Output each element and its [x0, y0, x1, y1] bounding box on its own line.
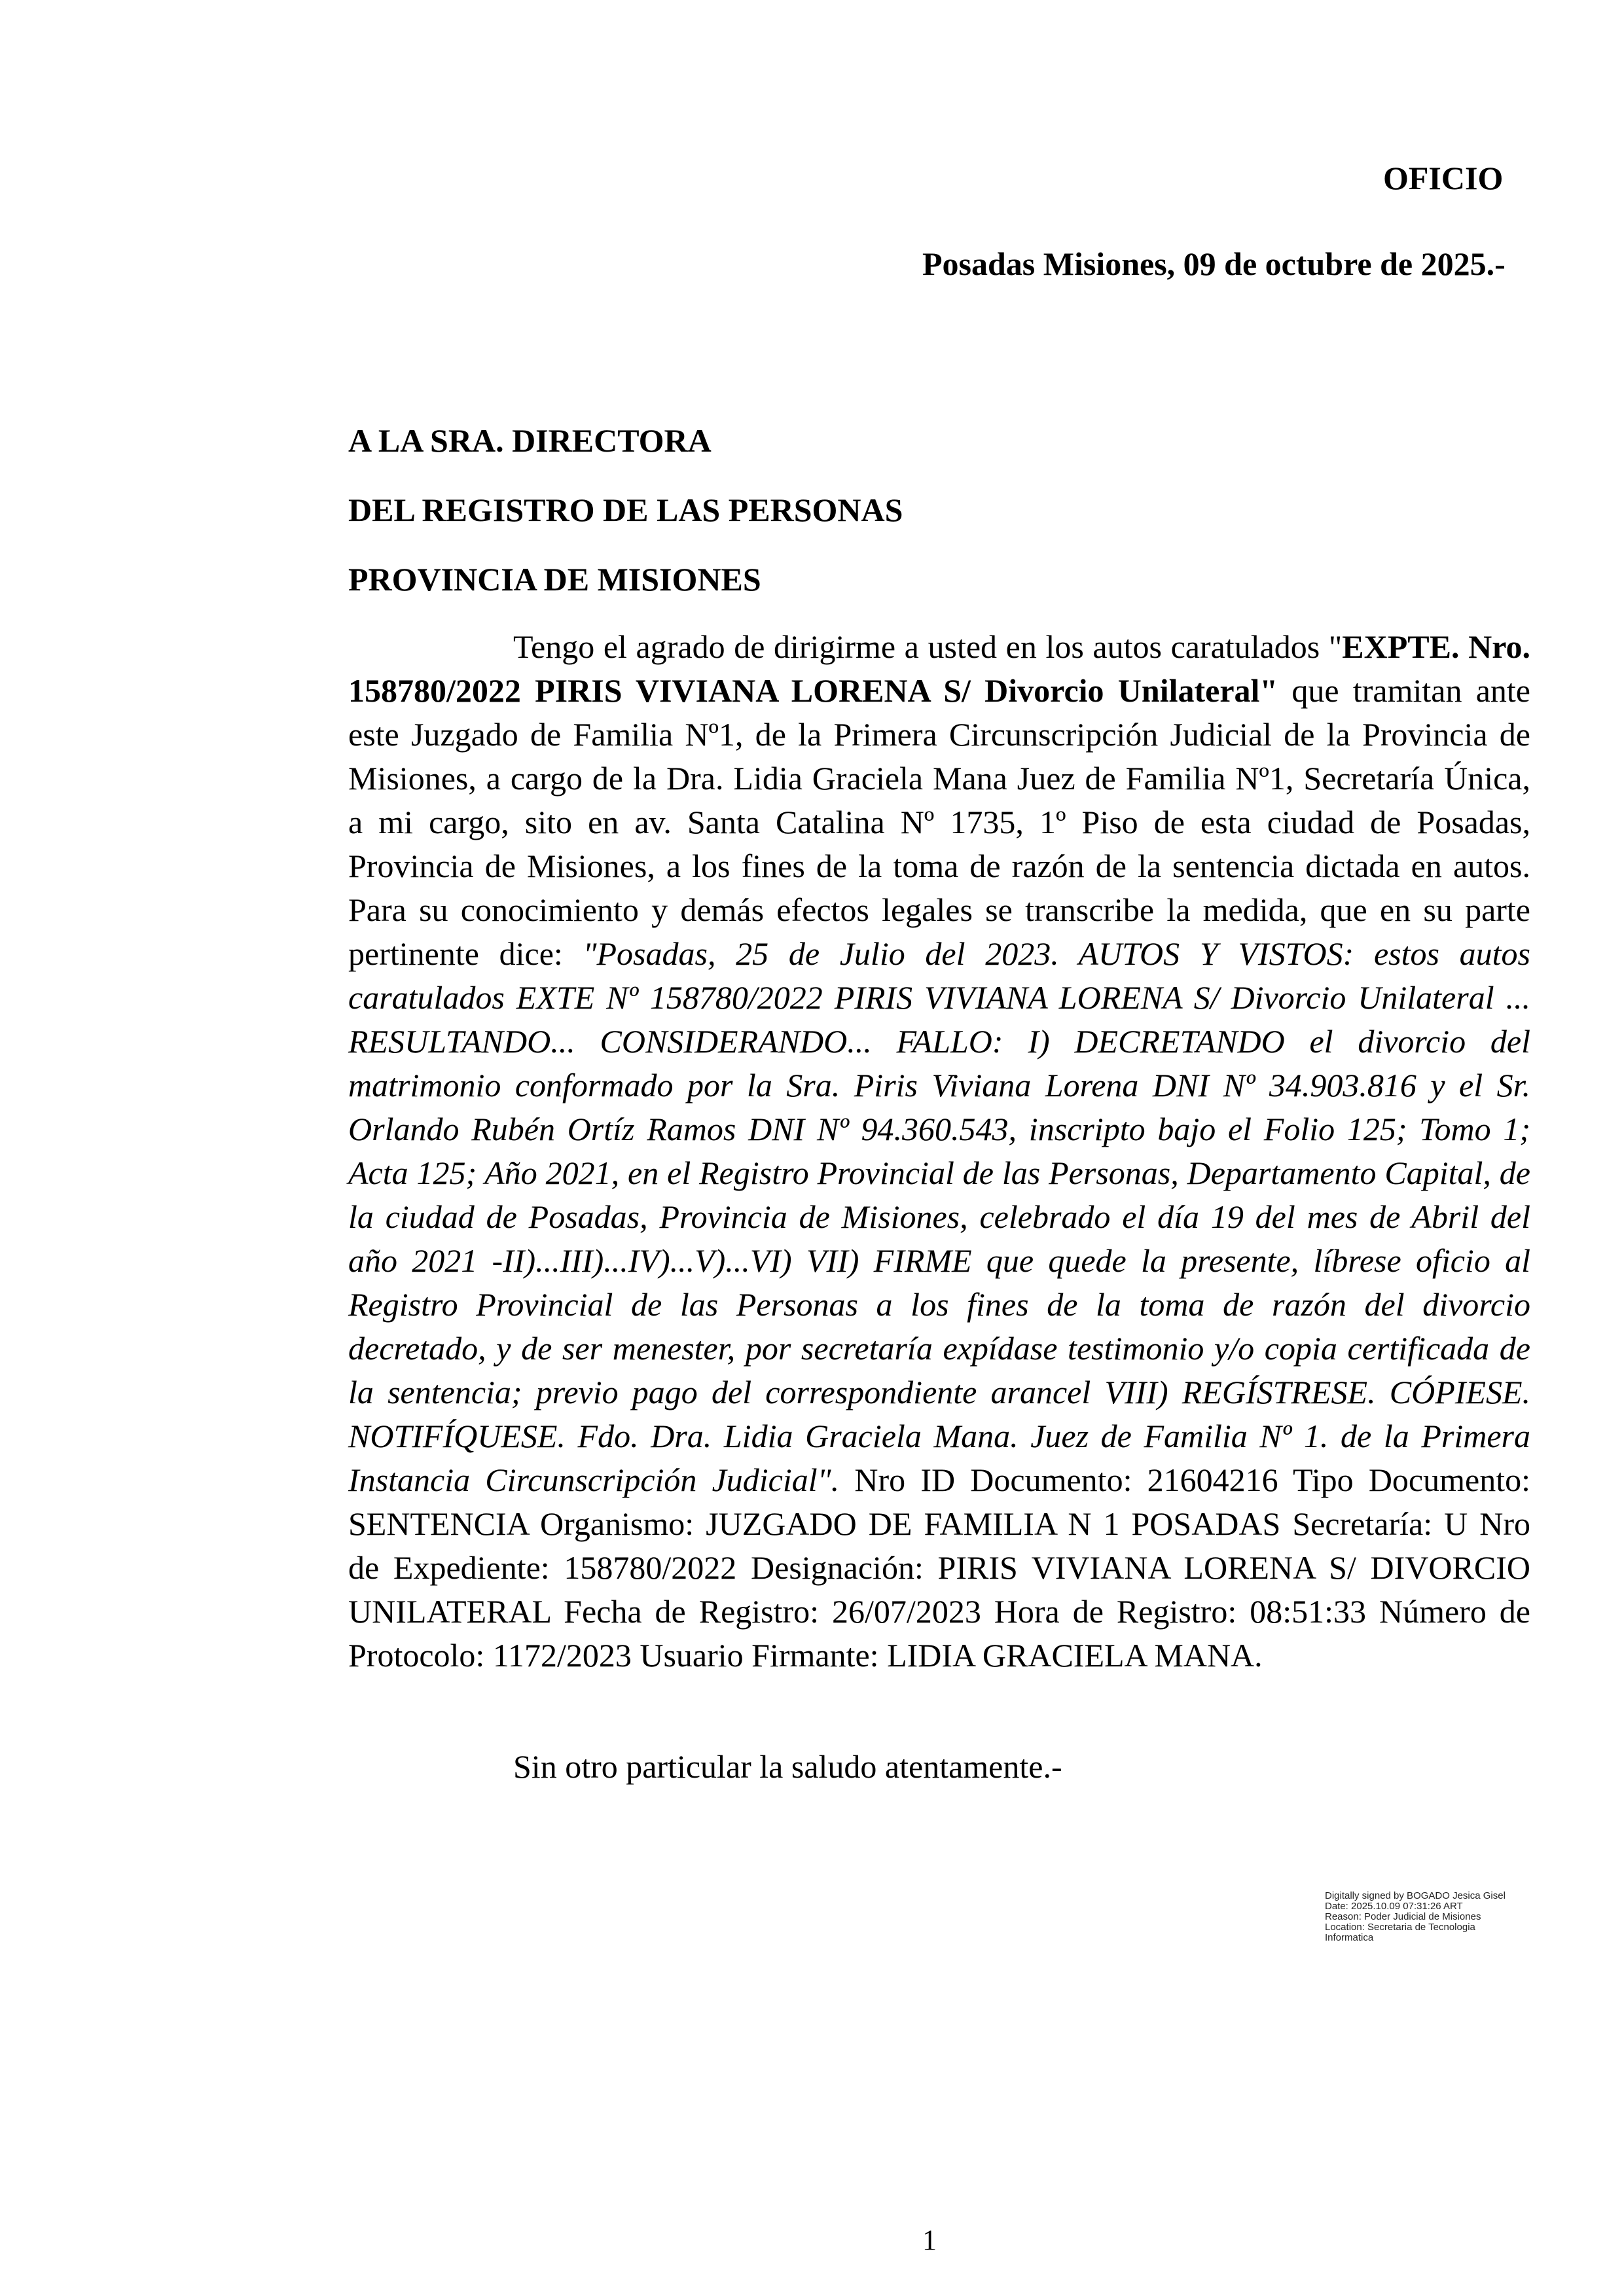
court-text: que tramitan ante este Juzgado de Familia Nº1, de la Primera Circunscripción Judicial de la Provincia de Misiones, a cargo de la Dra. Lidia Graciela Mana Juez de Familia Nº1, Secretaría Única, a mi cargo, sito en av. Santa Catalina Nº 1735, 1º Piso de esta ciudad de Posadas, Provincia de Misiones, a los fines de la toma de razón de la sentencia dictada en autos. Para su conocimiento y demás efectos legales se transcribe la medida, que en su parte pertinente dice: [348, 672, 1530, 972]
digital-signature [1325, 1891, 1506, 1943]
addressee-line-2: DEL REGISTRO DE LAS PERSONAS [348, 492, 903, 528]
date-line: Posadas Misiones, 09 de octubre de 2025.- [922, 245, 1506, 282]
signature-signed-by: Digitally signed by BOGADO Jesica Gisel [1325, 1890, 1506, 1901]
document-title: OFICIO [1383, 160, 1504, 196]
signature-location: Location: Secretaria de Tecnologia [1325, 1922, 1475, 1933]
signature-date: Date: 2025.10.09 07:31:26 ART [1325, 1901, 1463, 1912]
case-title: EXPTE. Nro. 158780/2022 PIRIS VIVIANA LORENA S/ Divorcio Unilateral" [348, 628, 1530, 709]
addressee-line-1: A LA SRA. DIRECTORA [348, 422, 712, 459]
signature-reason: Reason: Poder Judicial de Misiones [1325, 1911, 1481, 1922]
addressee-block [348, 421, 903, 629]
document-info: Nro ID Documento: 21604216 Tipo Documento: SENTENCIA Organismo: JUZGADO DE FAMILIA N 1 POSADAS Secretaría: U Nro de Expediente: 158780/2022 Designación: PIRIS VIVIANA LORENA S/ DIVORCIO UNILATERAL Fecha de Registro: 26/07/2023 Hora de Registro: 08:51:33 Número de Protocolo: 1172/2023 Usuario Firmante: LIDIA GRACIELA MANA. [348, 1462, 1530, 1674]
body-paragraph [348, 625, 1530, 1677]
signature-location-cont: Informatica [1325, 1932, 1374, 1943]
addressee-line-3: PROVINCIA DE MISIONES [348, 561, 761, 598]
intro-text: Tengo el agrado de dirigirme a usted en los autos caratulados " [513, 628, 1343, 665]
quoted-sentence: "Posadas, 25 de Julio del 2023. AUTOS Y VISTOS: estos autos caratulados EXTE Nº 158780/2022 PIRIS VIVIANA LORENA S/ Divorcio Unilateral ... RESULTANDO... CONSIDERANDO... FALLO: I) DECRETANDO el divorcio del matrimonio conformado por la Sra. Piris Viviana Lorena DNI Nº 34.903.816 y el Sr. Orlando Rubén Ortíz Ramos DNI Nº 94.360.543, inscripto bajo el Folio 125; Tomo 1; Acta 125; Año 2021, en el Registro Provincial de las Personas, Departamento Capital, de la ciudad de Posadas, Provincia de Misiones, celebrado el día 19 del mes de Abril del año 2021 -II)...III)...IV)...V)...VI) VII) FIRME que quede la presente, líbrese oficio al Registro Provincial de las Personas a los fines de la toma de razón del divorcio decretado, y de ser menester, por secretaría expídase testimonio y/o copia certificada de la sentencia; previo pago del correspondiente arancel VIII) REGÍSTRESE. CÓPIESE. NOTIFÍQUESE. Fdo. Dra. Lidia Graciela Mana. Juez de Familia Nº 1. de la Primera Instancia Circunscripción Judicial". [348, 935, 1530, 1498]
page-number: 1 [922, 2224, 937, 2256]
closing-line: Sin otro particular la saludo atentamente.- [513, 1748, 1062, 1785]
